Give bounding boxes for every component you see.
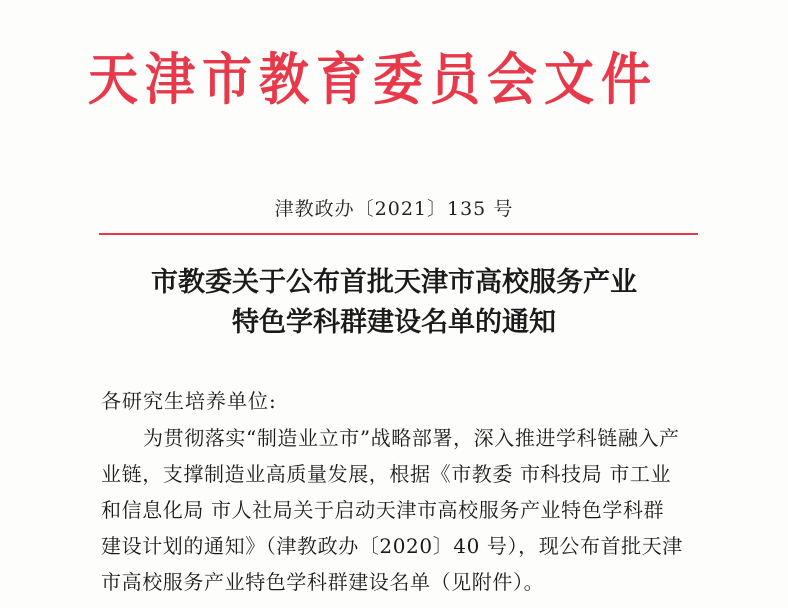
issuer-header-title: 天津市教育委员会文件 (88, 47, 658, 113)
salutation: 各研究生培养单位: (101, 389, 277, 413)
body-line: 和信息化局 市人社局关于启动天津市高校服务产业特色学科群 (101, 498, 665, 522)
body-line: 为贯彻落实“制造业立市”战略部署，深入推进学科链融入产 (143, 426, 680, 450)
document-title (0, 263, 788, 343)
red-divider-line (99, 233, 698, 235)
document-number: 津教政办〔2021〕135 号 (274, 198, 514, 220)
document-title-line-1: 市教委关于公布首批天津市高校服务产业 (151, 267, 637, 298)
document-title-line-2: 特色学科群建设名单的通知 (232, 307, 556, 338)
body-line: 建设计划的通知》（津教政办〔2020〕40 号），现公布首批天津 (101, 534, 683, 558)
body-line: 业链，支撑制造业高质量发展，根据《市教委 市科技局 市工业 (101, 462, 672, 486)
body-line: 市高校服务产业特色学科群建设名单（见附件）。 (101, 570, 545, 594)
body-paragraph (101, 420, 701, 600)
